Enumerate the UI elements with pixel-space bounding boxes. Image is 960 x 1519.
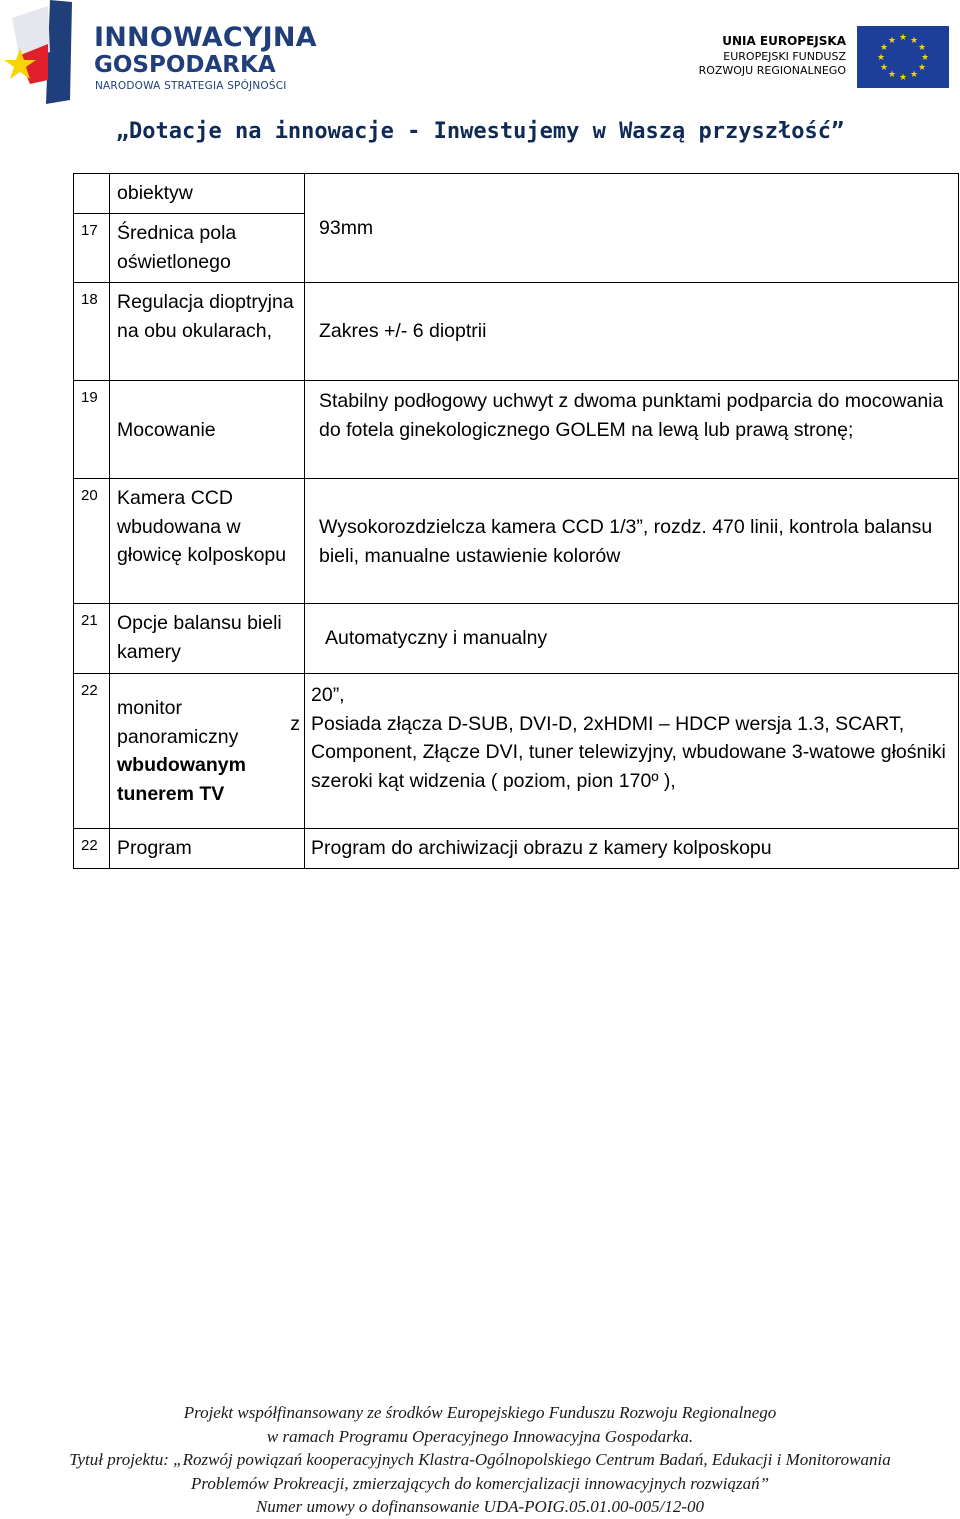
svg-text:★: ★ bbox=[887, 36, 897, 46]
eu-logo-line3: ROZWOJU REGIONALNEGO bbox=[698, 64, 846, 77]
logo-line-strategia: NARODOWA STRATEGIA SPÓJNOŚCI bbox=[95, 80, 287, 92]
row-number: 22 bbox=[74, 674, 110, 829]
row-value bbox=[305, 174, 959, 283]
footer-line1: Projekt współfinansowany ze środków Europejskiego Funduszu Rozwoju Regionalnego bbox=[183, 1403, 777, 1422]
row-parameter: Średnica pola oświetlonego bbox=[110, 214, 305, 283]
row-parameter: Program bbox=[110, 829, 305, 869]
document-title: „Dotacje na innowacje - Inwestujemy w Waszą przyszłość” bbox=[115, 119, 845, 144]
spec-table bbox=[73, 173, 959, 869]
footer-line2: w ramach Programu Operacyjnego Innowacyjna Gospodarka. bbox=[266, 1426, 694, 1446]
footer-line4: Problemów Prokreacji, zmierzających do komercjalizacji innowacyjnych rozwiązań” bbox=[190, 1473, 770, 1493]
row-value: Wysokorozdzielcza kamera CCD 1/3”, rozdz. 470 linii, kontrola balansu bieli, manualne ustawienie kolorów bbox=[305, 479, 959, 604]
svg-text:★: ★ bbox=[909, 70, 919, 80]
row-parameter: obiektyw bbox=[110, 174, 305, 214]
svg-text:★: ★ bbox=[920, 53, 930, 63]
eu-logo bbox=[690, 26, 952, 88]
row-parameter: monitor panoramiczny bbox=[117, 697, 239, 748]
innowacyjna-gospodarka-logo bbox=[2, 0, 332, 104]
row-number: 19 bbox=[74, 381, 110, 479]
row-value: Program do archiwizacji obrazu z kamery kolposkopu bbox=[305, 829, 959, 869]
table-row bbox=[74, 479, 959, 604]
eu-logo-line2: EUROPEJSKI FUNDUSZ bbox=[723, 50, 846, 63]
row-value-line2: Posiada złącza D-SUB, DVI-D, 2xHDMI – HDCP wersja 1.3, SCART, Component, Złącze DVI, tuner telewizyjny, wbudowane 3-watowe głośniki szeroki kąt widzenia ( poziom, pion 170º ), bbox=[311, 712, 946, 792]
svg-text:★: ★ bbox=[917, 63, 927, 73]
row-number bbox=[74, 174, 110, 214]
row-value-text: Zakres +/- 6 dioptrii bbox=[319, 320, 487, 343]
footer-line5: Numer umowy o dofinansowanie UDA-POIG.05.01.00-005/12-00 bbox=[255, 1497, 705, 1516]
logo-line-innowacyjna: INNOWACYJNA bbox=[94, 22, 317, 53]
row-value bbox=[305, 604, 959, 674]
row-value bbox=[305, 674, 959, 829]
svg-text:★: ★ bbox=[876, 53, 886, 63]
svg-text:★: ★ bbox=[879, 63, 889, 73]
footer-line3: Tytuł projektu: „Rozwój powiązań kooperacyjnych Klastra-Ogólnopolskiego Centrum Badań, Edukacji i Monitorowania bbox=[69, 1450, 891, 1469]
svg-text:★: ★ bbox=[898, 33, 908, 43]
row-number: 22 bbox=[74, 829, 110, 869]
table-row bbox=[74, 829, 959, 869]
eu-flag-icon bbox=[857, 26, 949, 88]
row-parameter-bold: wbudowanym tunerem TV bbox=[117, 754, 246, 805]
row-parameter-extra: z bbox=[290, 713, 300, 735]
row-parameter-cell bbox=[110, 674, 305, 829]
row-value-text: Automatyczny i manualny bbox=[325, 627, 548, 650]
footer bbox=[0, 1401, 960, 1519]
row-number: 18 bbox=[74, 283, 110, 381]
svg-text:★: ★ bbox=[887, 70, 897, 80]
svg-text:★: ★ bbox=[879, 43, 889, 53]
svg-text:★: ★ bbox=[909, 36, 919, 46]
row-parameter-cell bbox=[110, 381, 305, 479]
row-parameter: Opcje balansu bieli kamery bbox=[110, 604, 305, 674]
row-value-line1: 20”, bbox=[311, 684, 345, 706]
table-row bbox=[74, 283, 959, 381]
row-parameter: Mocowanie bbox=[117, 418, 216, 441]
row-parameter: Kamera CCD wbudowana w głowicę kolposkopu bbox=[110, 479, 305, 604]
table-row bbox=[74, 604, 959, 674]
row-number: 20 bbox=[74, 479, 110, 604]
logo-line-gospodarka: GOSPODARKA bbox=[94, 52, 276, 78]
eu-logo-line1: UNIA EUROPEJSKA bbox=[722, 34, 846, 48]
flag-star-icon bbox=[2, 0, 92, 104]
table-row bbox=[74, 381, 959, 479]
table-row bbox=[74, 174, 959, 214]
svg-text:★: ★ bbox=[898, 73, 908, 83]
svg-text:★: ★ bbox=[917, 43, 927, 53]
row-parameter: Regulacja dioptryjna na obu okularach, bbox=[110, 283, 305, 381]
row-value bbox=[305, 283, 959, 381]
table-row bbox=[74, 674, 959, 829]
row-value: Stabilny podłogowy uchwyt z dwoma punktami podparcia do mocowania do fotela ginekologicznego GOLEM na lewą lub prawą stronę; bbox=[305, 381, 959, 479]
row-number: 17 bbox=[74, 214, 110, 283]
row-value-text: 93mm bbox=[319, 216, 374, 239]
row-number: 21 bbox=[74, 604, 110, 674]
